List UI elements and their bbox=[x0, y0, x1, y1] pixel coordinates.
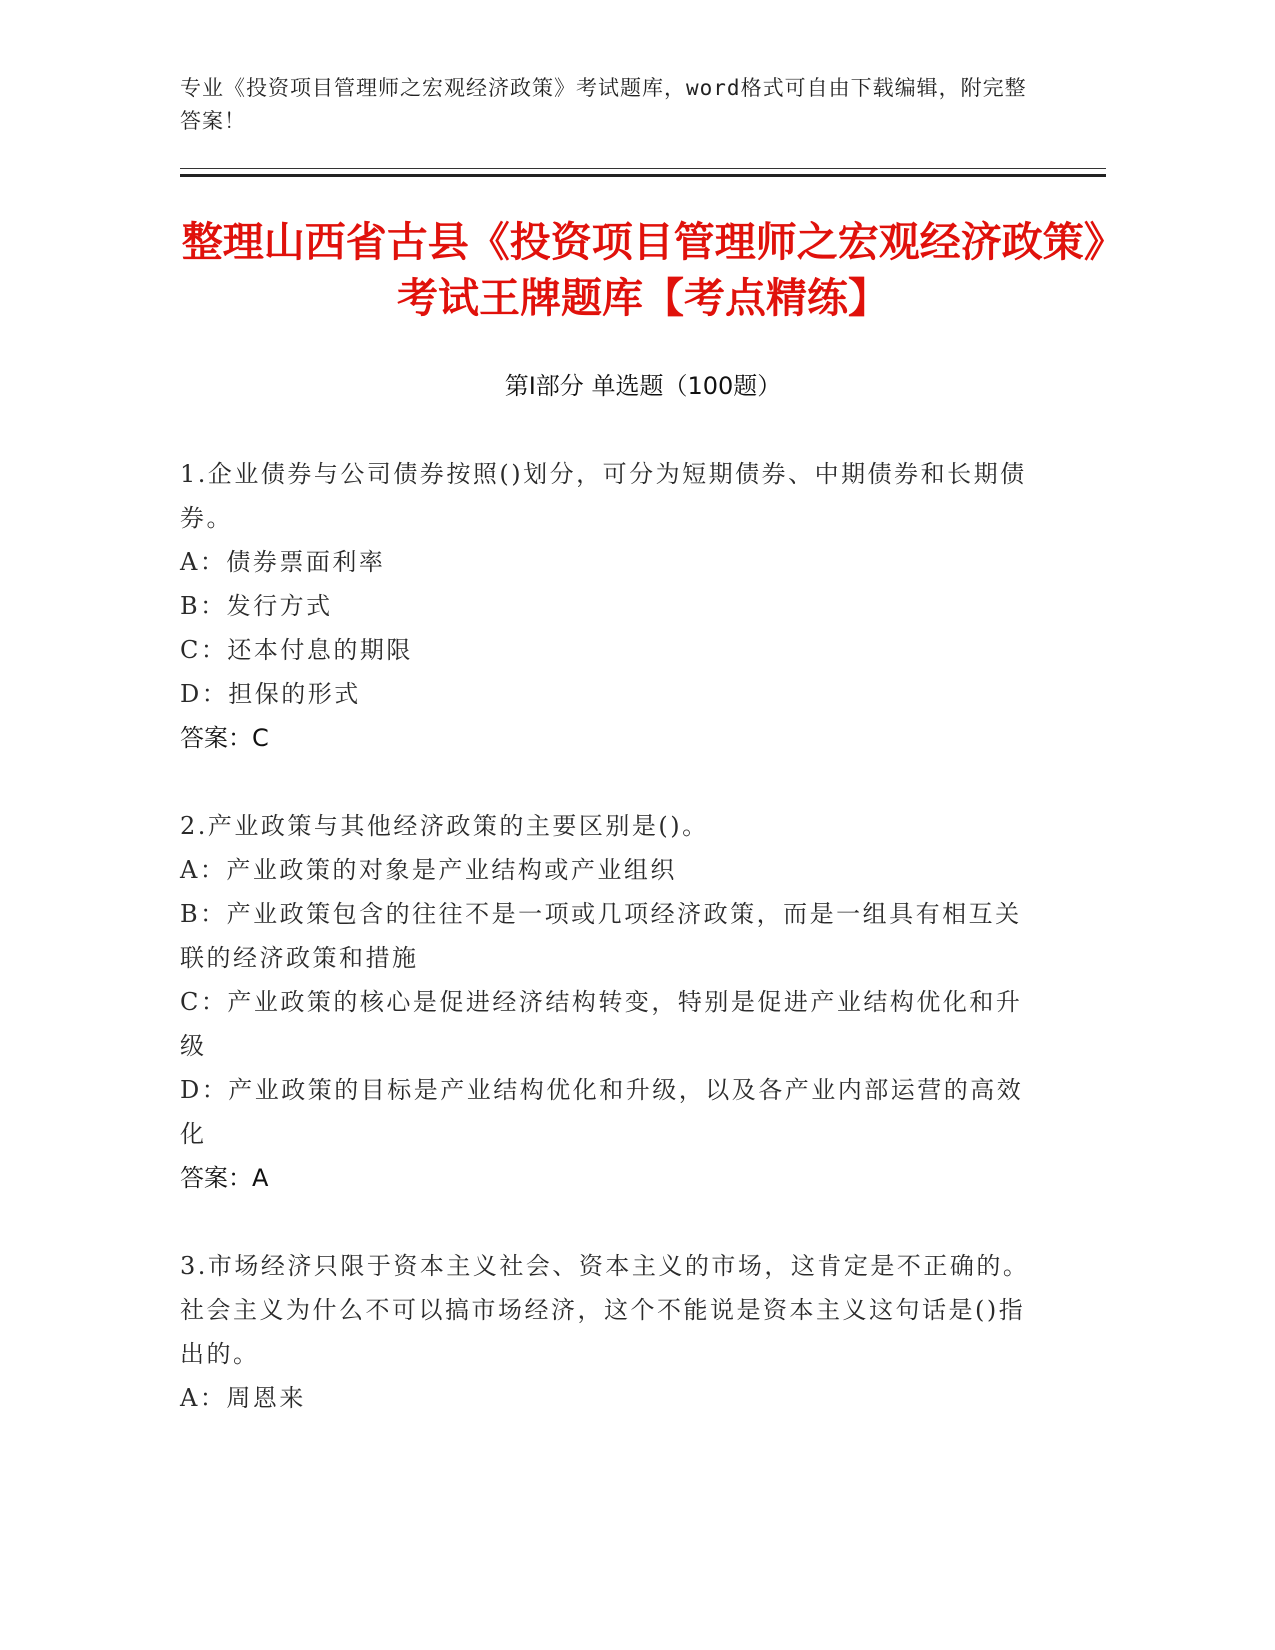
question-list bbox=[180, 452, 1030, 1464]
header-divider-thick bbox=[180, 174, 1106, 177]
question-2-option-b: B：产业政策包含的往往不是一项或几项经济政策，而是一组具有相互关联的经济政策和措施 bbox=[180, 900, 1022, 972]
question-1-text: 1.企业债券与公司债券按照()划分，可分为短期债券、中期债券和长期债券。 bbox=[180, 460, 1027, 532]
question-2-option-c: C：产业政策的核心是促进经济结构转变，特别是促进产业结构优化和升级 bbox=[180, 988, 1023, 1060]
section-heading: 第Ⅰ部分 单选题（100题） bbox=[504, 372, 782, 400]
question-2-text: 2.产业政策与其他经济政策的主要区别是()。 bbox=[180, 812, 709, 840]
header-note: 专业《投资项目管理师之宏观经济政策》考试题库，word格式可自由下载编辑，附完整答案！ bbox=[180, 76, 1027, 133]
question-3 bbox=[180, 1244, 1030, 1420]
question-2-option-d: D：产业政策的目标是产业结构优化和升级，以及各产业内部运营的高效化 bbox=[180, 1076, 1024, 1148]
question-1-answer: 答案：C bbox=[180, 724, 269, 752]
question-2-answer: 答案：A bbox=[180, 1164, 269, 1192]
question-1 bbox=[180, 452, 1030, 760]
question-2 bbox=[180, 804, 1030, 1200]
question-2-option-a: A：产业政策的对象是产业结构或产业组织 bbox=[180, 856, 677, 884]
question-3-option-a: A：周恩来 bbox=[180, 1384, 306, 1412]
question-1-option-a: A：债券票面利率 bbox=[180, 548, 386, 576]
document-title: 整理山西省古县《投资项目管理师之宏观经济政策》考试王牌题库【考点精练】 bbox=[181, 218, 1105, 322]
question-1-option-b: B：发行方式 bbox=[180, 592, 333, 620]
header-divider-thin bbox=[180, 168, 1106, 169]
question-1-option-c: C：还本付息的期限 bbox=[180, 636, 413, 664]
question-3-text: 3.市场经济只限于资本主义社会、资本主义的市场，这肯定是不正确的。社会主义为什么不可以搞市场经济，这个不能说是资本主义这句话是()指出的。 bbox=[180, 1252, 1030, 1368]
question-1-option-d: D：担保的形式 bbox=[180, 680, 361, 708]
